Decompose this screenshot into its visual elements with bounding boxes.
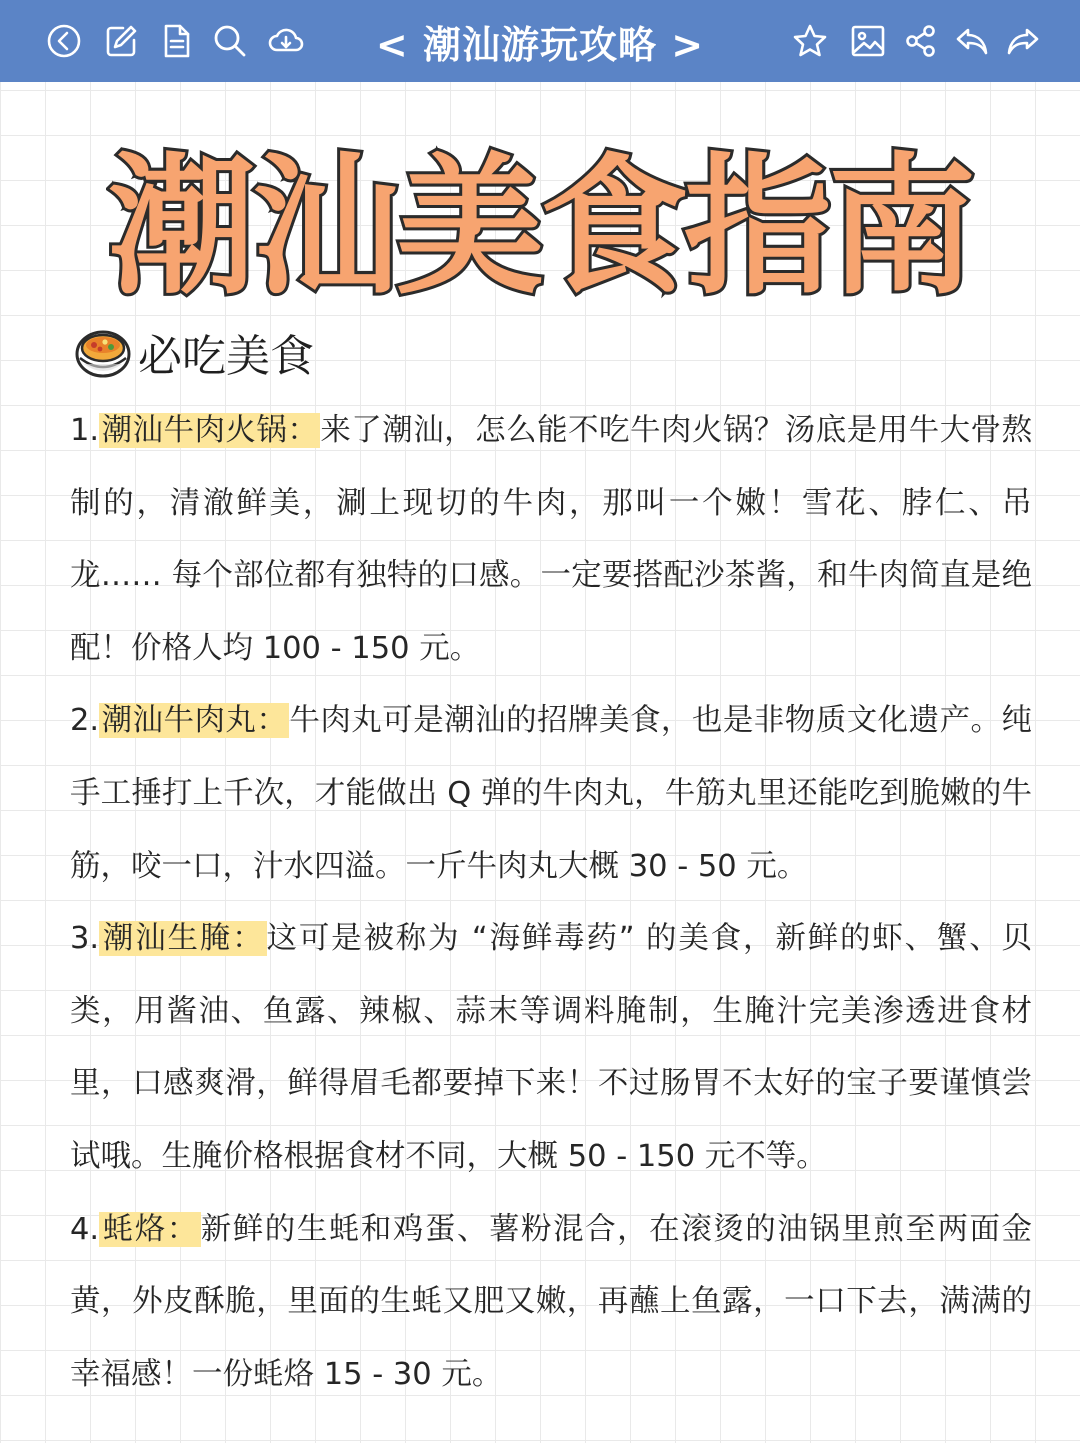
item-number: 4.: [70, 1211, 100, 1247]
item-description: 来了潮汕，怎么能不吃牛肉火锅？汤底是用牛大骨熬制的，清澈鲜美，涮上现切的牛肉，那叫一个嫩！雪花、脖仁、吊龙…… 每个部位都有独特的口感。一定要搭配沙茶酱，和牛肉简直是绝配！价格人均 100 - 150 元。: [70, 413, 1033, 666]
toolbar-title: < 潮汕游玩攻略 >: [375, 22, 705, 67]
back-circle-icon[interactable]: [44, 21, 84, 61]
star-icon[interactable]: [790, 21, 830, 61]
search-icon[interactable]: [210, 21, 250, 61]
item-name-highlight: 潮汕牛肉丸：: [101, 703, 288, 739]
page-title: 潮汕美食指南: [108, 139, 972, 315]
document-icon[interactable]: [156, 21, 196, 61]
image-icon[interactable]: [848, 21, 888, 61]
food-item-oyster-omelette: [70, 1194, 1032, 1412]
cloud-download-icon[interactable]: [266, 21, 306, 61]
item-number: 2.: [70, 703, 100, 739]
top-toolbar: [0, 0, 1080, 82]
food-item-raw-marinated-seafood: [70, 903, 1032, 1193]
item-description: 这可是被称为 “海鲜毒药” 的美食，新鲜的虾、蟹、贝类，用酱油、鱼露、辣椒、蒜末等调料腌制，生腌汁完美渗透进食材里，口感爽滑，鲜得眉毛都要掉下来！不过肠胃不太好的宝子要谨慎尝试哦。生腌价格根据食材不同，大概 50 - 150 元不等。: [70, 921, 1033, 1174]
section-heading: [74, 322, 314, 382]
food-list: [70, 395, 1032, 1411]
food-item-beef-balls: [70, 685, 1032, 903]
undo-icon[interactable]: [952, 21, 992, 61]
item-number: 1.: [70, 413, 100, 448]
item-description: 新鲜的生蚝和鸡蛋、薯粉混合，在滚烫的油锅里煎至两面金黄，外皮酥脆，里面的生蚝又肥又嫩，再蘸上鱼露，一口下去，满满的幸福感！一份蚝烙 15 - 30 元。: [70, 1211, 1033, 1392]
edit-icon[interactable]: [101, 21, 141, 61]
food-item-beef-hotpot: [70, 395, 1032, 685]
hotpot-icon: [74, 326, 132, 378]
item-name-highlight: 潮汕牛肉火锅：: [101, 413, 319, 448]
item-number: 3.: [70, 921, 100, 957]
redo-icon[interactable]: [1003, 21, 1043, 61]
section-title: 必吃美食: [138, 331, 314, 382]
item-description: 牛肉丸可是潮汕的招牌美食，也是非物质文化遗产。纯手工捶打上千次，才能做出 Q 弹的牛肉丸，牛筋丸里还能吃到脆嫩的牛筋，咬一口，汁水四溢。一斤牛肉丸大概 30 - 50 元。: [70, 703, 1033, 884]
item-name-highlight: 潮汕生腌：: [101, 921, 265, 957]
item-name-highlight: 蚝烙：: [101, 1211, 199, 1247]
share-icon[interactable]: [901, 21, 941, 61]
